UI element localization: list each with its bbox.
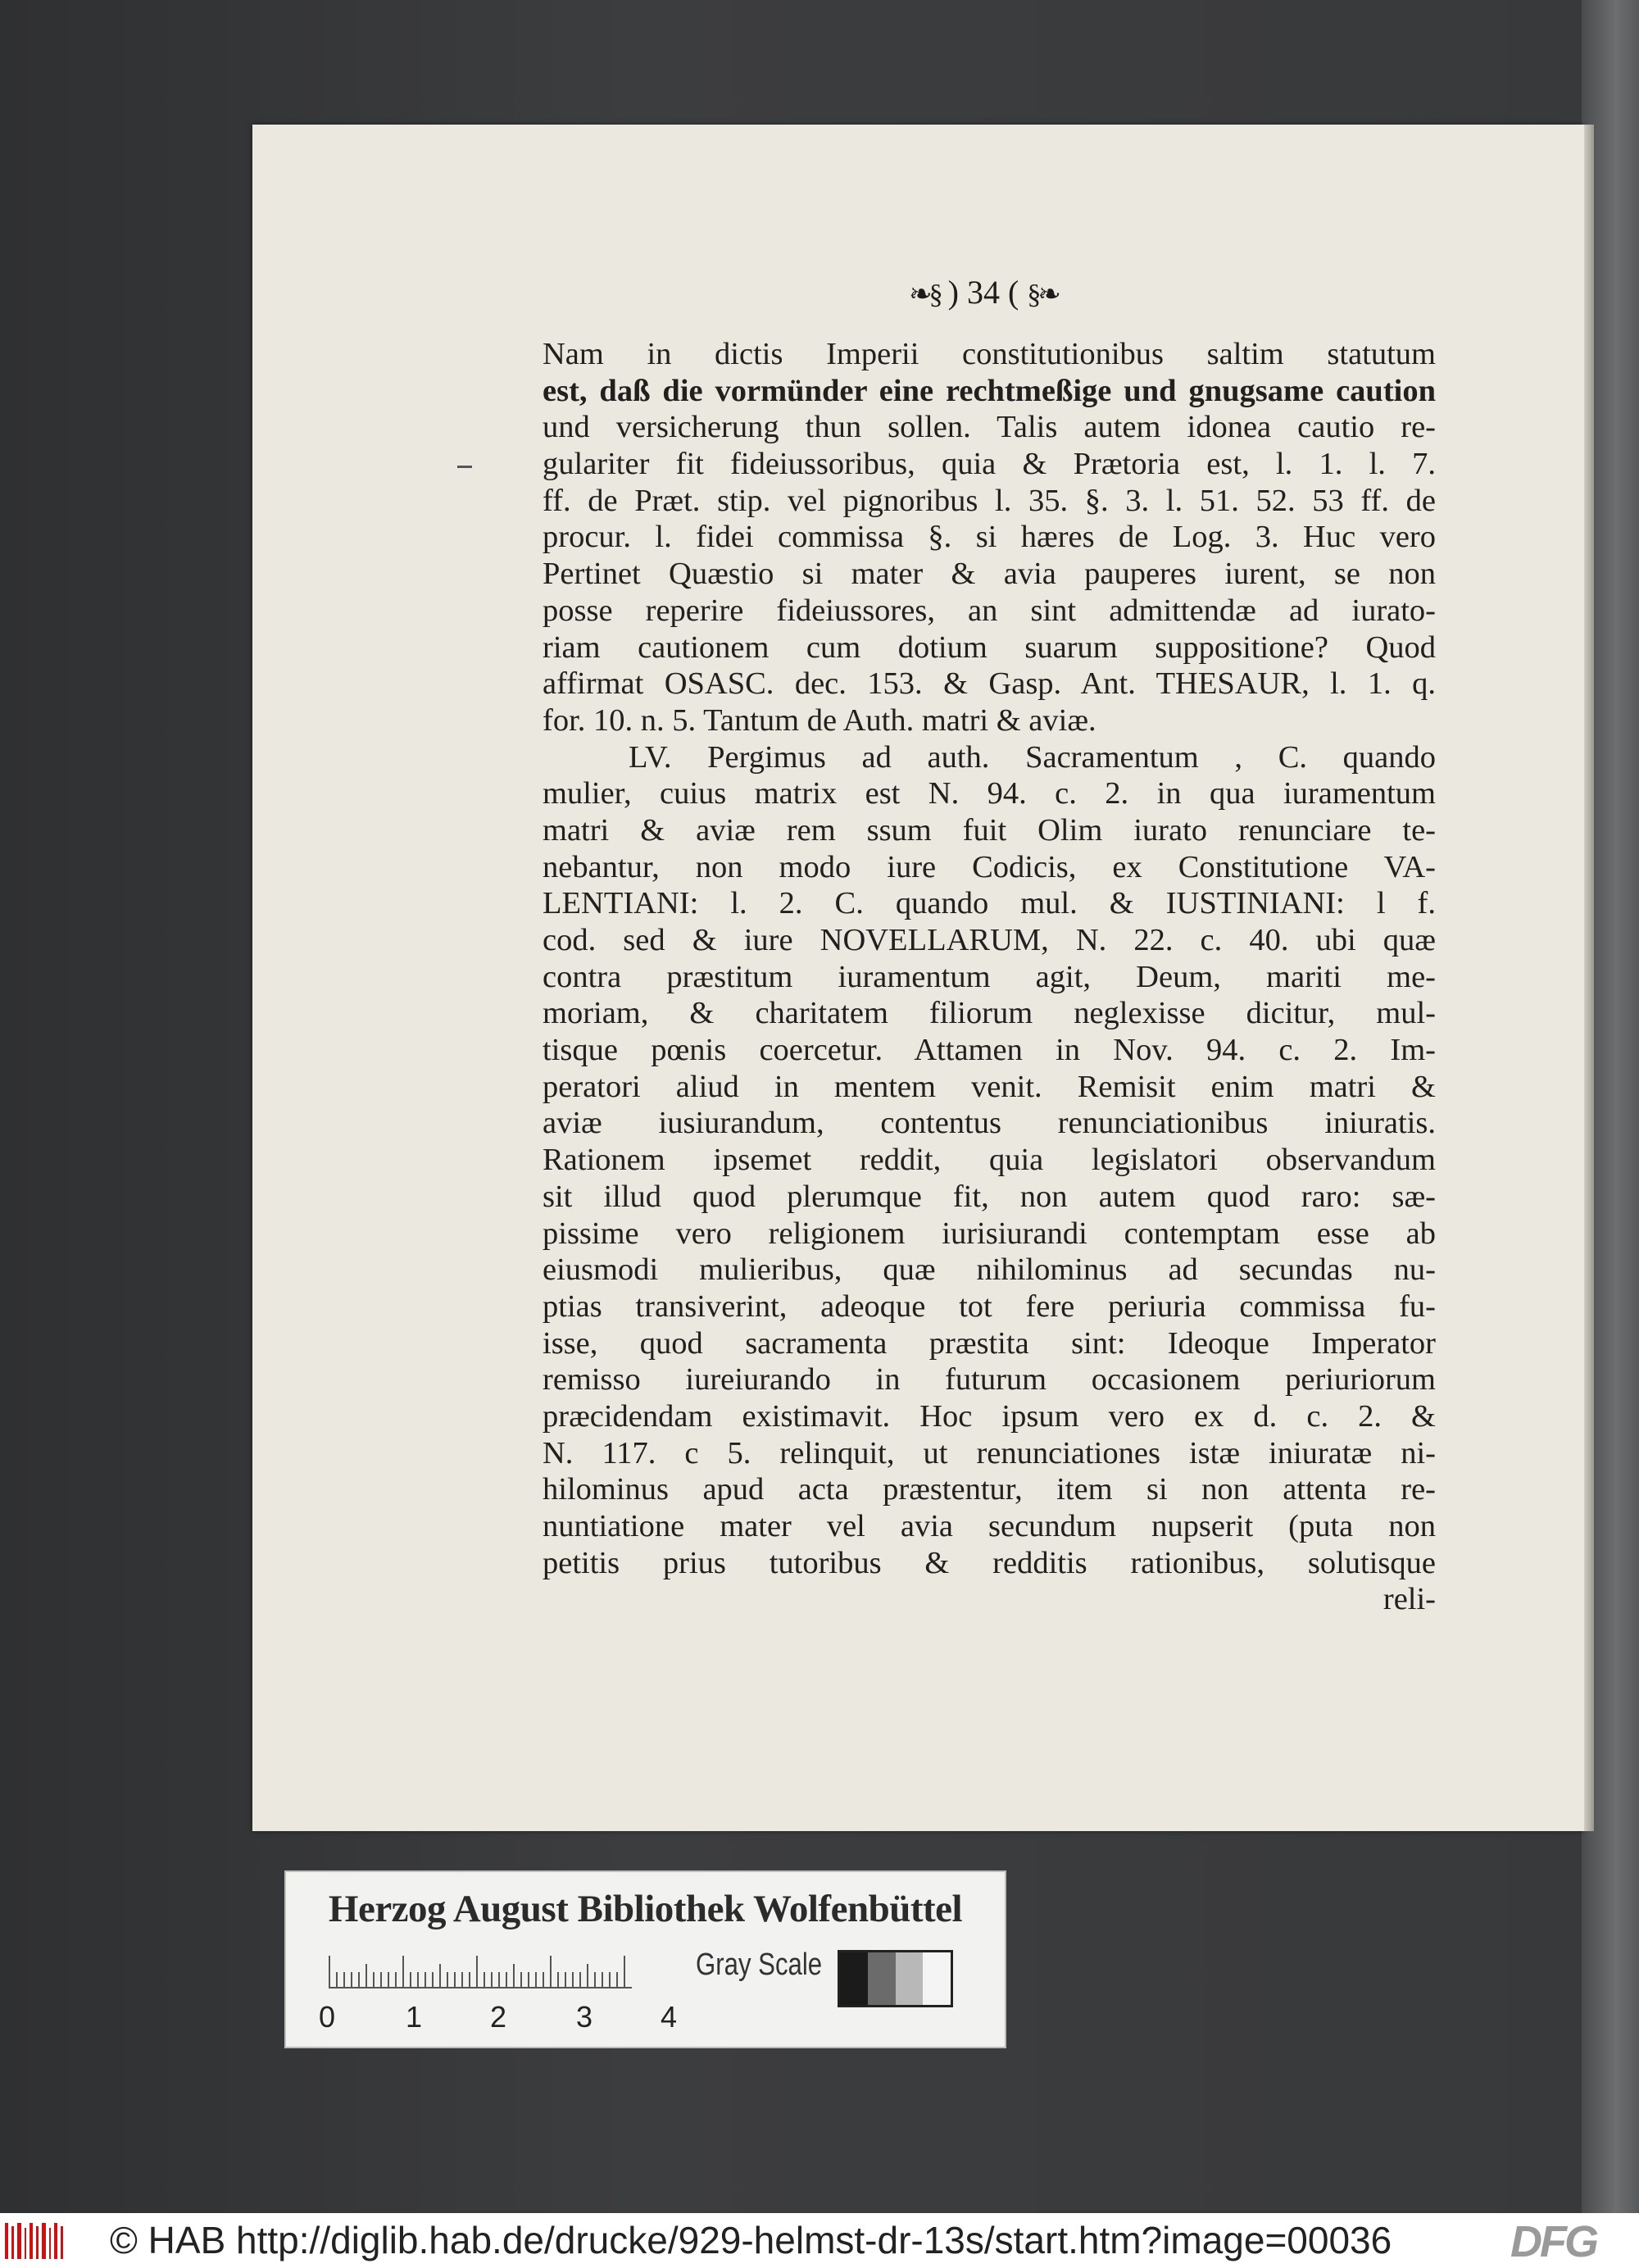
ruler-number: 4 — [661, 2000, 678, 2034]
text-line: procur. l. fidei commissa §. si hæres de Log. 3. Huc vero — [543, 520, 1436, 555]
text-line: ff. de Præt. stip. vel pignoribus l. 35. §. 3. l. 51. 52. 53 ff. de — [543, 483, 1436, 518]
text-line: LENTIANI: l. 2. C. quando mul. & IUSTINIANI: l f. — [543, 886, 1436, 921]
ruler-tick — [602, 1972, 603, 1988]
ruler-tick — [417, 1972, 419, 1988]
page-header — [820, 273, 1147, 322]
text-line: riam cautionem cum dotium suarum suppositione? Quod — [543, 629, 1436, 665]
right-ornament: §❧ — [1027, 280, 1058, 310]
ruler-scale — [329, 1951, 632, 2000]
text-line: Rationem ipsemet reddit, quia legislatori observandum — [543, 1143, 1436, 1178]
text-line: hilominus apud acta præstentur, item si non attenta re- — [543, 1472, 1436, 1507]
ruler-tick — [439, 1964, 441, 1988]
ruler-tick — [329, 1956, 330, 1988]
gray-swatch — [840, 1952, 868, 2005]
ruler-tick — [572, 1972, 574, 1988]
gray-swatch — [896, 1952, 924, 2005]
text-line: affirmat OSASC. dec. 153. & Gasp. Ant. THESAUR, l. 1. q. — [543, 666, 1436, 702]
ruler-tick — [484, 1972, 485, 1988]
ruler-tick — [336, 1972, 338, 1988]
ruler-tick — [410, 1972, 411, 1988]
ruler-tick — [498, 1972, 500, 1988]
text-line: præcidendam existimavit. Hoc ipsum vero ex d. c. 2. & — [543, 1398, 1436, 1434]
page-edge — [1584, 125, 1594, 1831]
ruler-number: 3 — [576, 2000, 593, 2034]
footer-copyright-url[interactable]: © HAB http://diglib.hab.de/drucke/929-helmst-dr-13s/start.htm?image=00036 — [110, 2219, 1392, 2261]
text-line: ptias transiverint, adeoque tot fere periuria commissa fu- — [543, 1289, 1436, 1324]
ruler-tick — [506, 1972, 507, 1988]
ruler-number: 0 — [319, 2000, 336, 2034]
ruler-number: 1 — [406, 2000, 423, 2034]
text-line: aviæ iusiurandum, contentus renunciationibus iniuratis. — [543, 1106, 1436, 1141]
ruler-tick — [579, 1972, 581, 1988]
ruler-tick — [513, 1964, 515, 1988]
ruler-tick — [543, 1972, 544, 1988]
institution-name: Herzog August Bibliothek Wolfenbüttel — [328, 1888, 963, 1930]
gray-scale-swatches — [838, 1950, 953, 2007]
text-line: cod. sed & iure NOVELLARUM, N. 22. c. 40. ubi quæ — [543, 923, 1436, 957]
ruler-tick — [447, 1972, 448, 1988]
text-line: und versicherung thun sollen. Talis autem idonea cautio re- — [543, 410, 1436, 445]
text-line: eiusmodi mulieribus, quæ nihilominus ad secundas nu- — [543, 1252, 1436, 1288]
text-line: petitis prius tutoribus & redditis rationibus, solutisque — [543, 1545, 1436, 1580]
gray-swatch — [923, 1952, 951, 2005]
gray-scale-label: Gray Scale — [696, 1948, 823, 1982]
text-line: moriam, & charitatem filiorum neglexisse dicitur, mul- — [543, 996, 1436, 1031]
ruler-tick — [425, 1972, 426, 1988]
text-line: contra præstitum iuramentum agit, Deum, mariti me- — [543, 959, 1436, 994]
text-line: for. 10. n. 5. Tantum de Auth. matri & aviæ. — [543, 702, 1096, 738]
text-line: matri & aviæ rem ssum fuit Olim iurato renunciare te- — [543, 812, 1436, 848]
left-ornament: ❧§ — [909, 280, 940, 310]
ruler-tick — [587, 1964, 588, 1988]
body-text — [543, 336, 1436, 1618]
text-line: N. 117. c 5. relinquit, ut renunciationes istæ iniuratæ ni- — [543, 1435, 1436, 1470]
margin-mark — [457, 466, 472, 468]
ruler-tick — [520, 1972, 522, 1988]
ruler-tick — [380, 1972, 382, 1988]
ruler-tick — [469, 1972, 470, 1988]
text-line: tisque pœnis coercetur. Attamen in Nov. 94. c. 2. Im- — [543, 1033, 1436, 1068]
barcode-icon — [5, 2223, 69, 2259]
ruler-tick — [594, 1972, 596, 1988]
page-number: ) 34 ( — [947, 274, 1019, 311]
text-line: nuntiatione mater vel avia secundum nupserit (puta non — [543, 1509, 1436, 1543]
gray-swatch — [868, 1952, 896, 2005]
ruler-tick — [624, 1956, 625, 1988]
ruler-tick — [358, 1972, 360, 1988]
ruler-tick — [343, 1972, 345, 1988]
ruler-tick — [454, 1972, 456, 1988]
text-line: gulariter fit fideiussoribus, quia & Prætoria est, l. 1. l. 7. — [543, 447, 1436, 482]
text-line: nebantur, non modo iure Codicis, ex Constitutione VA- — [543, 849, 1436, 884]
ruler-tick — [535, 1972, 537, 1988]
ruler-tick — [616, 1972, 618, 1988]
text-line: mulier, cuius matrix est N. 94. c. 2. in qua iuramentum — [543, 776, 1436, 811]
text-line: LV. Pergimus ad auth. Sacramentum , C. quando — [629, 739, 1436, 775]
ruler-tick — [365, 1964, 367, 1988]
ruler-tick — [528, 1972, 529, 1988]
ruler-tick — [491, 1972, 493, 1988]
footer-bar — [0, 2213, 1639, 2268]
ruler-tick — [432, 1972, 434, 1988]
text-line: est, daß die vormünder eine rechtmeßige und gnugsame caution — [543, 373, 1436, 408]
text-line: sit illud quod plerumque fit, non autem quod raro: sæ- — [543, 1179, 1436, 1214]
ruler-tick — [557, 1972, 559, 1988]
ruler-tick — [476, 1956, 478, 1988]
text-line: remisso iureiurando in futurum occasionem periuriorum — [543, 1362, 1436, 1398]
text-line: pissime vero religionem iurisiurandi contemptam esse ab — [543, 1216, 1436, 1251]
dfg-logo: DFG — [1510, 2217, 1596, 2266]
ruler-tick — [550, 1956, 552, 1988]
ruler-number: 2 — [490, 2000, 507, 2034]
ruler-tick — [402, 1956, 404, 1988]
ruler-tick — [351, 1972, 352, 1988]
text-line: isse, quod sacramenta præstita sint: Ideoque Imperator — [543, 1325, 1436, 1361]
ruler-tick — [461, 1972, 463, 1988]
ruler-tick — [609, 1972, 611, 1988]
text-line: posse reperire fideiussores, an sint admittendæ ad iurato- — [543, 593, 1436, 628]
text-line: Pertinet Quæstio si mater & avia pauperes iurent, se non — [543, 557, 1436, 592]
ruler-tick — [565, 1972, 566, 1988]
text-line: peratori aliud in mentem venit. Remisit enim matri & — [543, 1069, 1436, 1104]
ruler-tick — [395, 1972, 397, 1988]
text-line: Nam in dictis Imperii constitutionibus saltim statutum — [543, 337, 1436, 371]
library-color-label — [284, 1870, 1006, 2048]
catchword: reli- — [1382, 1582, 1436, 1617]
ruler-tick — [373, 1972, 375, 1988]
ruler-tick — [388, 1972, 389, 1988]
